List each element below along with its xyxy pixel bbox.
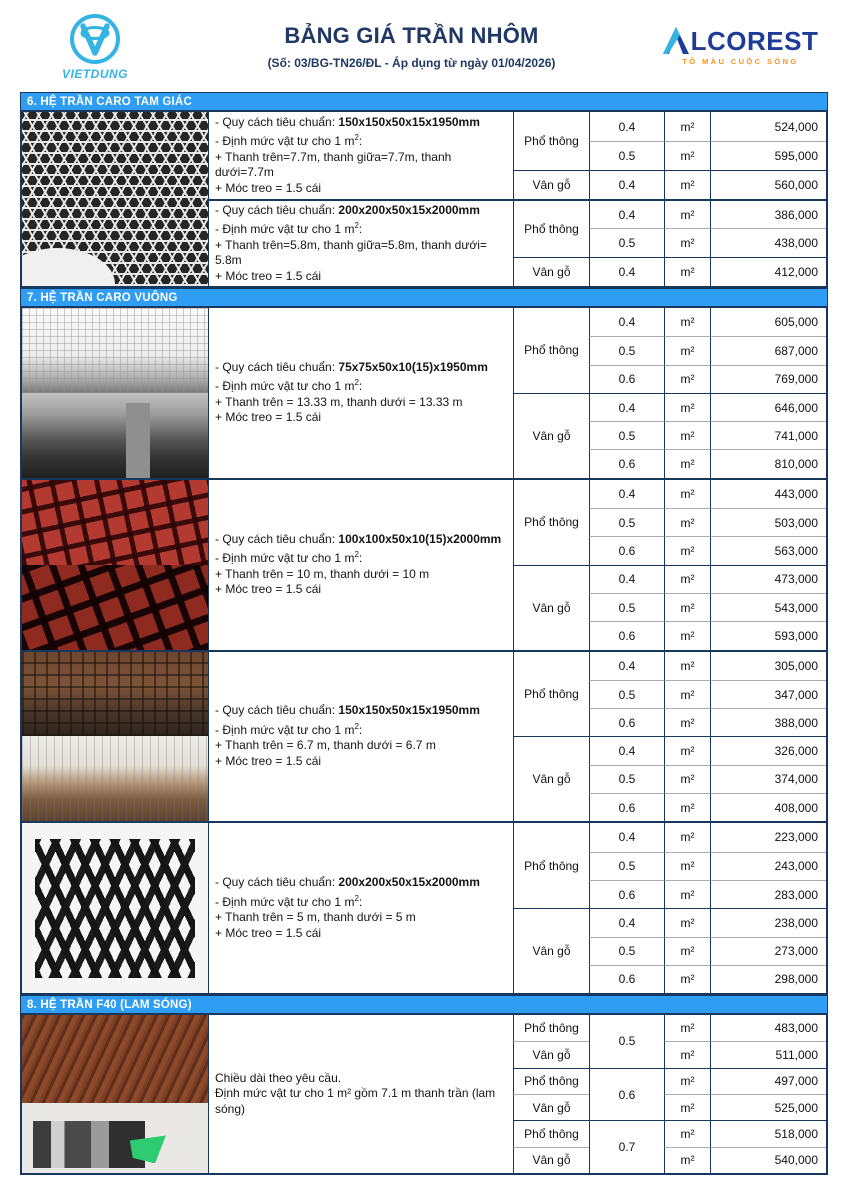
price-cell: 347,000 (710, 680, 826, 708)
price-grid (22, 308, 826, 478)
price-cell: 374,000 (710, 765, 826, 793)
unit-cell: m² (664, 421, 710, 449)
thickness-cell: 0.6 (589, 965, 664, 993)
material-norm-line (215, 891, 362, 911)
thickness-cell: 0.4 (589, 480, 664, 508)
thickness-cell: 0.6 (589, 536, 664, 564)
unit-cell: m² (664, 621, 710, 649)
section-body-6 (20, 110, 828, 288)
unit-cell: m² (664, 393, 710, 421)
product-photo-cell (22, 823, 208, 993)
price-cell: 386,000 (710, 199, 826, 228)
spec-cell (208, 112, 513, 199)
price-cell: 540,000 (710, 1147, 826, 1173)
thickness-cell: 0.6 (589, 449, 664, 477)
unit-cell: m² (664, 593, 710, 621)
price-cell: 593,000 (710, 621, 826, 649)
thickness-cell: 0.6 (589, 880, 664, 908)
section-title: 8. HỆ TRẦN F40 (LAM SÓNG) (27, 998, 192, 1011)
price-cell: 563,000 (710, 536, 826, 564)
spec-line (215, 115, 480, 131)
vietdung-circle-v-icon (68, 12, 122, 66)
thickness-cell: 0.5 (589, 593, 664, 621)
norm-colon: : (358, 894, 363, 909)
price-cell: 438,000 (710, 228, 826, 257)
material-line: + Thanh trên = 10 m, thanh dưới = 10 m (215, 566, 430, 581)
page-title: BẢNG GIÁ TRẦN NHÔM (284, 22, 539, 48)
spec-cell (208, 480, 513, 650)
unit-cell: m² (664, 908, 710, 936)
price-cell: 646,000 (710, 393, 826, 421)
white-grid-ceiling-photo (22, 308, 208, 393)
norm-superscript: 2 (354, 378, 359, 388)
norm-colon: : (358, 551, 363, 566)
material-line: + Thanh trên=5.8m, thanh giữa=5.8m, thanh dưới= 5.8m (215, 237, 487, 268)
price-cell: 238,000 (710, 908, 826, 936)
title-block (170, 23, 653, 70)
alcorest-wordmark: LCOREST (690, 25, 819, 56)
unit-cell: m² (664, 480, 710, 508)
norm-label: - Định mức vật tư cho 1 m (215, 551, 355, 566)
norm-label: - Định mức vật tư cho 1 m (215, 379, 355, 394)
thickness-cell: 0.5 (589, 852, 664, 880)
spec-cell (208, 823, 513, 993)
unit-cell: m² (664, 652, 710, 680)
norm-label: - Định mức vật tư cho 1 m (215, 134, 355, 149)
unit-cell: m² (664, 880, 710, 908)
unit-cell: m² (664, 1015, 710, 1041)
product-photo-cell (22, 480, 208, 650)
price-grid (22, 478, 826, 650)
section-body-7 (20, 306, 828, 995)
material-norm-line (215, 375, 362, 395)
price-cell: 388,000 (710, 708, 826, 736)
price-cell: 483,000 (710, 1015, 826, 1041)
price-cell: 741,000 (710, 421, 826, 449)
restaurant-wood-ceiling-photo (22, 652, 208, 737)
spec-value: 200x200x50x15x2000mm (338, 875, 480, 890)
thickness-cell: 0.6 (589, 708, 664, 736)
thickness-cell: 0.6 (589, 1068, 664, 1121)
norm-label: - Định mức vật tư cho 1 m (215, 894, 355, 909)
material-line: + Thanh trên = 13.33 m, thanh dưới = 13.33 m (215, 394, 463, 409)
spec-line (215, 703, 480, 719)
type-cell: Vân gỗ (513, 393, 589, 478)
alcorest-tagline: TÔ MÀU CUỘC SỐNG (682, 56, 799, 66)
type-cell: Vân gỗ (513, 736, 589, 821)
thickness-cell: 0.5 (589, 336, 664, 364)
price-cell: 223,000 (710, 823, 826, 851)
price-cell: 511,000 (710, 1041, 826, 1067)
thickness-cell: 0.5 (589, 680, 664, 708)
price-grid (22, 650, 826, 822)
spec-value: 200x200x50x15x2000mm (338, 202, 480, 217)
unit-cell: m² (664, 365, 710, 393)
section-title: 7. HỆ TRẦN CARO VUÔNG (27, 291, 178, 304)
price-cell: 525,000 (710, 1094, 826, 1120)
spec-value: 100x100x50x10(15)x2000mm (338, 531, 502, 546)
spec-label: - Quy cách tiêu chuẩn: (215, 531, 339, 546)
price-cell: 518,000 (710, 1120, 826, 1146)
thickness-cell: 0.4 (589, 908, 664, 936)
spec-label: - Quy cách tiêu chuẩn: (215, 703, 339, 718)
type-cell: Vân gỗ (513, 1041, 589, 1067)
spec-value: 150x150x50x15x1950mm (338, 114, 480, 129)
desc-text-line: Định mức vật tư cho 1 m² gồm 7.1 m thanh trần (lam sóng) (215, 1086, 496, 1116)
spec-cell (208, 199, 513, 286)
price-cell: 283,000 (710, 880, 826, 908)
price-cell: 687,000 (710, 336, 826, 364)
thickness-cell: 0.4 (589, 308, 664, 336)
price-cell: 560,000 (710, 170, 826, 199)
price-cell: 524,000 (710, 112, 826, 141)
price-cell: 412,000 (710, 257, 826, 286)
price-cell: 595,000 (710, 141, 826, 170)
material-norm-line (215, 719, 362, 739)
unit-cell: m² (664, 680, 710, 708)
unit-cell: m² (664, 1094, 710, 1120)
spec-line (215, 360, 488, 376)
type-cell: Phổ thông (513, 1068, 589, 1094)
product-photo-cell (22, 308, 208, 478)
unit-cell: m² (664, 199, 710, 228)
unit-cell: m² (664, 565, 710, 593)
type-cell: Phổ thông (513, 308, 589, 393)
black-lattice-grid-photo (22, 823, 208, 993)
norm-colon: : (358, 134, 363, 149)
norm-colon: : (358, 222, 363, 237)
unit-cell: m² (664, 449, 710, 477)
norm-superscript: 2 (354, 550, 359, 560)
unit-cell: m² (664, 852, 710, 880)
price-grid (22, 821, 826, 993)
type-cell: Vân gỗ (513, 1094, 589, 1120)
price-cell: 273,000 (710, 937, 826, 965)
material-line: + Thanh trên = 6.7 m, thanh dưới = 6.7 m (215, 738, 436, 753)
photo-accent (126, 403, 150, 478)
norm-superscript: 2 (354, 221, 359, 231)
material-line: + Móc treo = 1.5 cái (215, 582, 322, 597)
section-title: 6. HỆ TRẦN CARO TAM GIÁC (27, 95, 192, 108)
unit-cell: m² (664, 170, 710, 199)
thickness-cell: 0.4 (589, 199, 664, 228)
price-cell: 605,000 (710, 308, 826, 336)
spec-label: - Quy cách tiêu chuẩn: (215, 359, 339, 374)
price-cell: 305,000 (710, 652, 826, 680)
price-cell: 243,000 (710, 852, 826, 880)
section-body-8 (20, 1013, 828, 1175)
type-cell: Vân gỗ (513, 565, 589, 650)
material-line: + Móc treo = 1.5 cái (215, 268, 322, 283)
price-cell: 473,000 (710, 565, 826, 593)
thickness-cell: 0.7 (589, 1120, 664, 1173)
norm-label: - Định mức vật tư cho 1 m (215, 222, 355, 237)
product-photo-cell (22, 1015, 208, 1173)
triangle-grid-ceiling-photo (22, 112, 208, 286)
vietdung-logo (20, 12, 170, 81)
thickness-cell: 0.5 (589, 937, 664, 965)
spec-label: - Quy cách tiêu chuẩn: (215, 875, 339, 890)
unit-cell: m² (664, 708, 710, 736)
material-line: + Móc treo = 1.5 cái (215, 180, 322, 195)
price-cell: 326,000 (710, 736, 826, 764)
thickness-cell: 0.5 (589, 228, 664, 257)
desc-text-line: Chiều dài theo yêu cầu. (215, 1070, 342, 1085)
type-cell: Phổ thông (513, 823, 589, 908)
thickness-cell: 0.4 (589, 112, 664, 141)
type-cell: Phổ thông (513, 652, 589, 737)
spec-value: 150x150x50x15x1950mm (338, 703, 480, 718)
material-norm-line (215, 547, 362, 567)
thickness-cell: 0.5 (589, 421, 664, 449)
cafe-interior-photo (22, 736, 208, 821)
thickness-cell: 0.5 (589, 1015, 664, 1068)
unit-cell: m² (664, 1041, 710, 1067)
thickness-cell: 0.4 (589, 393, 664, 421)
unit-cell: m² (664, 937, 710, 965)
unit-cell: m² (664, 793, 710, 821)
document-header (0, 0, 848, 92)
price-grid (22, 1015, 826, 1173)
photo-accent (130, 1135, 166, 1163)
photo-accent (35, 839, 195, 978)
unit-cell: m² (664, 257, 710, 286)
spec-cell (208, 1015, 513, 1173)
unit-cell: m² (664, 228, 710, 257)
price-cell: 810,000 (710, 449, 826, 477)
unit-cell: m² (664, 308, 710, 336)
type-cell: Phổ thông (513, 112, 589, 170)
spec-cell (208, 652, 513, 822)
unit-cell: m² (664, 1147, 710, 1173)
thickness-cell: 0.5 (589, 765, 664, 793)
unit-cell: m² (664, 508, 710, 536)
material-line: + Thanh trên=7.7m, thanh giữa=7.7m, thanh dưới=7.7m (215, 149, 452, 180)
thickness-cell: 0.6 (589, 793, 664, 821)
vietdung-wordmark: VIETDUNG (61, 66, 128, 81)
material-norm-line (215, 218, 362, 238)
thickness-cell: 0.4 (589, 652, 664, 680)
unit-cell: m² (664, 736, 710, 764)
thickness-cell: 0.4 (589, 257, 664, 286)
norm-label: - Định mức vật tư cho 1 m (215, 722, 355, 737)
unit-cell: m² (664, 141, 710, 170)
spec-value: 75x75x50x10(15)x1950mm (338, 359, 488, 374)
thickness-cell: 0.4 (589, 823, 664, 851)
material-line: + Móc treo = 1.5 cái (215, 410, 322, 425)
price-cell: 769,000 (710, 365, 826, 393)
material-line: + Móc treo = 1.5 cái (215, 753, 322, 768)
dark-red-grid-ceiling-photo (22, 565, 208, 650)
spec-line (215, 875, 480, 891)
norm-superscript: 2 (354, 133, 359, 143)
unit-cell: m² (664, 1120, 710, 1146)
spec-label: - Quy cách tiêu chuẩn: (215, 202, 339, 217)
material-line: + Móc treo = 1.5 cái (215, 925, 322, 940)
norm-colon: : (358, 379, 363, 394)
type-cell: Vân gỗ (513, 170, 589, 199)
price-cell: 443,000 (710, 480, 826, 508)
product-photo-cell (22, 112, 208, 286)
price-grid (22, 112, 826, 286)
type-cell: Phổ thông (513, 199, 589, 257)
alcorest-logo (653, 27, 828, 66)
product-photo-cell (22, 652, 208, 822)
type-cell: Phổ thông (513, 480, 589, 565)
unit-cell: m² (664, 112, 710, 141)
unit-cell: m² (664, 823, 710, 851)
thickness-cell: 0.6 (589, 621, 664, 649)
unit-cell: m² (664, 765, 710, 793)
price-cell: 543,000 (710, 593, 826, 621)
spec-label: - Quy cách tiêu chuẩn: (215, 114, 339, 129)
spec-cell (208, 308, 513, 478)
photo-accent (22, 248, 115, 286)
unit-cell: m² (664, 1068, 710, 1094)
unit-cell: m² (664, 965, 710, 993)
section-header-6 (20, 92, 828, 110)
spec-line (215, 532, 501, 548)
wood-slat-ceiling-photo (22, 1015, 208, 1173)
type-cell: Vân gỗ (513, 1147, 589, 1173)
type-cell: Vân gỗ (513, 908, 589, 993)
norm-superscript: 2 (354, 721, 359, 731)
price-cell: 408,000 (710, 793, 826, 821)
unit-cell: m² (664, 336, 710, 364)
mall-interior-photo (22, 393, 208, 478)
thickness-cell: 0.6 (589, 365, 664, 393)
price-cell: 298,000 (710, 965, 826, 993)
section-header-7 (20, 288, 828, 306)
norm-superscript: 2 (354, 893, 359, 903)
page-subtitle: (Số: 03/BG-TN26/ĐL - Áp dụng từ ngày 01/04/2026) (267, 55, 556, 70)
thickness-cell: 0.4 (589, 565, 664, 593)
spec-line (215, 203, 480, 219)
material-norm-line (215, 130, 362, 150)
thickness-cell: 0.5 (589, 141, 664, 170)
red-grid-ceiling-photo (22, 480, 208, 565)
price-cell: 497,000 (710, 1068, 826, 1094)
thickness-cell: 0.4 (589, 170, 664, 199)
price-table (20, 92, 828, 1175)
type-cell: Phổ thông (513, 1015, 589, 1041)
type-cell: Vân gỗ (513, 257, 589, 286)
type-cell: Phổ thông (513, 1120, 589, 1146)
unit-cell: m² (664, 536, 710, 564)
material-line: + Thanh trên = 5 m, thanh dưới = 5 m (215, 910, 416, 925)
alcorest-triangle-icon (663, 27, 689, 54)
norm-colon: : (358, 722, 363, 737)
thickness-cell: 0.4 (589, 736, 664, 764)
thickness-cell: 0.5 (589, 508, 664, 536)
price-cell: 503,000 (710, 508, 826, 536)
section-header-8 (20, 995, 828, 1013)
